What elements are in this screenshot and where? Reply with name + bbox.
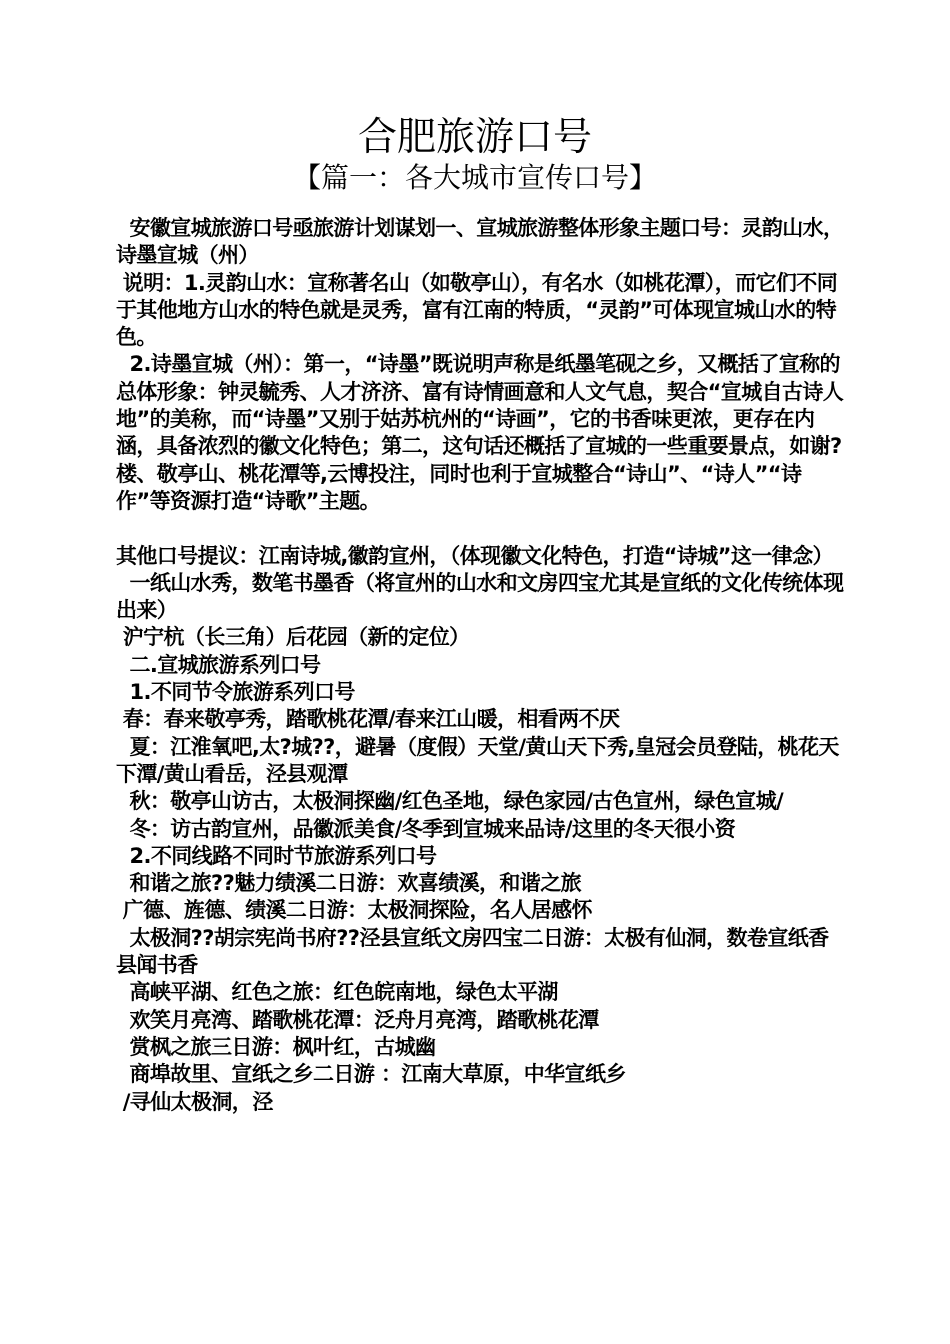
- document-title: 合肥旅游口号: [357, 115, 592, 160]
- document-subtitle: 【篇一：各大城市宣传口号】: [292, 161, 657, 194]
- body-paragraph: 一纸山水秀，数笔书墨香（将宣州的山水和文房四宝尤其是宣纸的文化传统体现出来）: [116, 570, 844, 623]
- body-paragraph: 2.诗墨宣城（州）：第一，“诗墨”既说明声称是纸墨笔砚之乡，又概括了宣称的总体形象：钟灵毓秀、人才济济、富有诗情画意和人文气息，契合“宣城自古诗人地”的美称，而“诗墨”又别于姑苏杭州的“诗画”，它的书香味更浓，更存在内涵，具备浓烈的徽文化特色；第二，这句话还概括了宣城的一些重要景点，如谢?楼、敬亭山、桃花潭等,云博投注，同时也利于宣城整合“诗山”、“诗人”“诗作”等资源打造“诗歌”主题。: [116, 352, 844, 513]
- body-paragraph: 秋：敬亭山访古，太极洞探幽/红色圣地，绿色家园/古色宣州，绿色宣城/: [116, 789, 784, 814]
- body-paragraph: 欢笑月亮湾、踏歌桃花潭：泛舟月亮湾，踏歌桃花潭: [116, 1007, 599, 1032]
- body-paragraph: 夏：江淮氧吧,太?城??，避暑（度假）天堂/黄山天下秀,皇冠会员登陆，桃花天下潭/黄山看岳，泾县观潭: [116, 734, 839, 786]
- body-paragraph: 1.不同节令旅游系列口号: [116, 680, 355, 705]
- body-paragraph: 春：春来敬亭秀，踏歌桃花潭/春来江山暖，相看两不厌: [116, 707, 620, 732]
- body-paragraph: 其他口号提议：江南诗城,徽韵宣州，（体现徽文化特色，打造“诗城”这一律念）: [116, 516, 833, 568]
- body-paragraph: 安徽宣城旅游口号亟旅游计划谋划一、宣城旅游整体形象主题口号：灵韵山水，诗墨宣城（州）: [116, 216, 844, 268]
- body-paragraph: 冬：访古韵宣州，品徽派美食/冬季到宣城来品诗/这里的冬天很小资: [116, 816, 736, 841]
- document-body: [116, 215, 846, 1116]
- body-paragraph: 说明：1.灵韵山水：宣称著名山（如敬亭山），有名水（如桃花潭），而它们不同于其他地方山水的特色就是灵秀，富有江南的特质，“灵韵”可体现宣城山水的特色。: [116, 270, 838, 350]
- body-paragraph: 高峡平湖、红色之旅：红色皖南地，绿色太平湖: [116, 980, 558, 1005]
- body-paragraph: /寻仙太极洞，泾: [116, 1089, 273, 1114]
- body-paragraph: 商埠故里、宣纸之乡二日游 ：江南大草原，中华宣纸乡: [116, 1062, 626, 1087]
- body-paragraph: 沪宁杭（长三角）后花园（新的定位）: [116, 625, 470, 650]
- body-paragraph: 太极洞??胡宗宪尚书府??泾县宣纸文房四宝二日游：太极有仙洞，数卷宣纸香县闻书香: [116, 925, 829, 978]
- body-paragraph: 赏枫之旅三日游：枫叶红，古城幽: [116, 1034, 436, 1059]
- body-paragraph: 二.宣城旅游系列口号: [116, 652, 321, 677]
- body-paragraph: 和谐之旅??魅力绩溪二日游：欢喜绩溪，和谐之旅: [116, 871, 581, 896]
- body-paragraph: 广德、旌德、绩溪二日游：太极洞探险，名人居感怀: [116, 898, 592, 923]
- body-paragraph: 2.不同线路不同时节旅游系列口号: [116, 843, 437, 868]
